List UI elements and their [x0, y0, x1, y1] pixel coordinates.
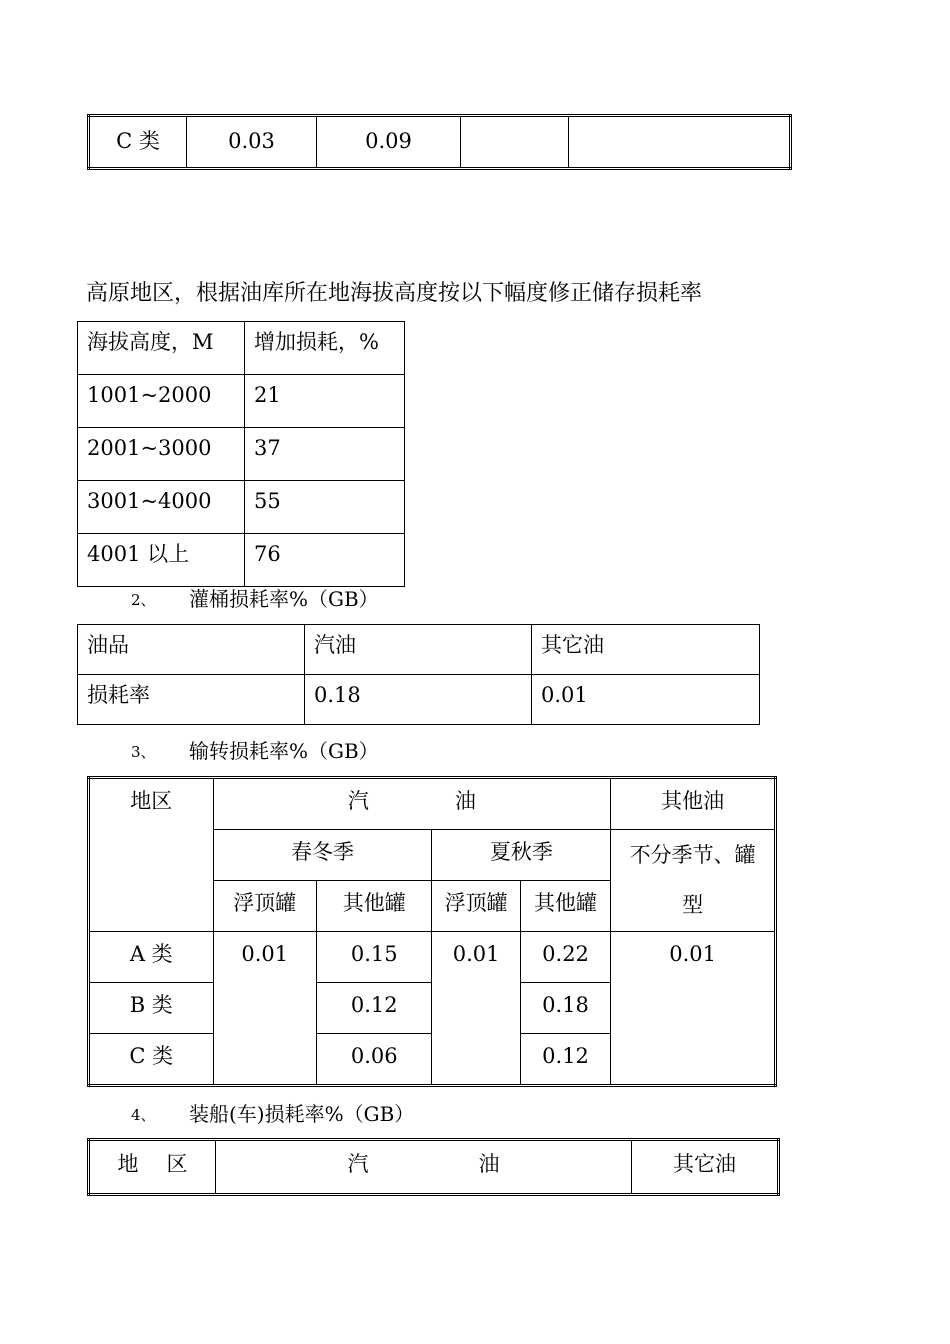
table-row — [78, 375, 405, 428]
gasoline-header-cell — [216, 1140, 632, 1195]
no-season-line-1: 不分季节、罐 — [629, 843, 756, 867]
table-cell: 0.01 — [213, 932, 316, 1086]
header-cell: 海拔高度，M — [78, 322, 245, 375]
ship-loading-loss-table — [87, 1138, 780, 1196]
no-season-line-2: 型 — [682, 893, 704, 917]
table-cell — [569, 116, 791, 169]
table-cell: 0.06 — [316, 1034, 432, 1086]
section-title: 装船(车)损耗率%（GB） — [189, 1102, 415, 1126]
row-label-cell: C 类 — [89, 1034, 214, 1086]
region-char-2: 区 — [166, 1152, 188, 1176]
table-row — [78, 428, 405, 481]
section-number: 4、 — [131, 1106, 156, 1124]
table-cell: 3001~4000 — [78, 481, 245, 534]
gasoline-char-2: 油 — [454, 789, 476, 813]
table-cell: 0.12 — [316, 983, 432, 1034]
table-cell: 37 — [245, 428, 405, 481]
row-label-cell: B 类 — [89, 983, 214, 1034]
table-cell: 4001 以上 — [78, 534, 245, 587]
gasoline-char-2: 油 — [478, 1152, 500, 1176]
spring-winter-header-cell: 春冬季 — [213, 830, 432, 881]
table-row — [78, 675, 760, 725]
table-cell: 0.18 — [520, 983, 610, 1034]
table-row — [89, 932, 776, 983]
plateau-paragraph: 高原地区，根据油库所在地海拔高度按以下幅度修正储存损耗率 — [86, 281, 703, 306]
summer-autumn-header-cell: 夏秋季 — [432, 830, 611, 881]
table-cell: 2001~3000 — [78, 428, 245, 481]
table-cell: 0.12 — [520, 1034, 610, 1086]
table-cell: 0.22 — [520, 932, 610, 983]
gasoline-char-1: 汽 — [347, 1152, 369, 1176]
other-tank-header-cell: 其他罐 — [520, 881, 610, 932]
loss-table-c-row — [87, 114, 792, 170]
table-cell: 0.03 — [187, 116, 317, 169]
table-header-row — [78, 625, 760, 675]
table-row — [78, 481, 405, 534]
table-header-row — [78, 322, 405, 375]
other-tank-header-cell: 其他罐 — [316, 881, 432, 932]
header-cell: 油品 — [78, 625, 305, 675]
table-cell: 21 — [245, 375, 405, 428]
header-cell: 增加损耗，% — [245, 322, 405, 375]
other-oil-header-cell: 其它油 — [632, 1140, 779, 1195]
header-cell: 其它油 — [532, 625, 760, 675]
section-number: 2、 — [131, 591, 156, 609]
table-cell: 1001~2000 — [78, 375, 245, 428]
table-header-row — [89, 778, 776, 830]
table-cell — [461, 116, 569, 169]
transfer-loss-table — [87, 776, 777, 1087]
region-header-cell: 地区 — [89, 778, 214, 932]
table-row — [78, 534, 405, 587]
no-season-header-cell — [611, 830, 776, 932]
table-cell: C 类 — [89, 116, 187, 169]
table-cell: 损耗率 — [78, 675, 305, 725]
table-cell: 0.01 — [532, 675, 760, 725]
altitude-table — [77, 321, 405, 587]
table-cell: 0.01 — [432, 932, 520, 1086]
row-label-cell: A 类 — [89, 932, 214, 983]
floating-roof-header-cell: 浮顶罐 — [432, 881, 520, 932]
header-cell: 汽油 — [305, 625, 532, 675]
table-cell: 0.01 — [611, 932, 776, 1086]
region-header-cell — [89, 1140, 216, 1195]
region-char-1: 地 — [117, 1152, 139, 1176]
barrel-loss-table — [77, 624, 760, 725]
floating-roof-header-cell: 浮顶罐 — [213, 881, 316, 932]
table-cell: 55 — [245, 481, 405, 534]
table-row — [89, 116, 791, 169]
table-cell: 0.18 — [305, 675, 532, 725]
section-number: 3、 — [131, 743, 156, 761]
table-header-row — [89, 1140, 779, 1195]
other-oil-header-cell: 其他油 — [611, 778, 776, 830]
section-title: 灌桶损耗率%（GB） — [189, 587, 379, 611]
table-cell: 76 — [245, 534, 405, 587]
table-cell: 0.09 — [317, 116, 461, 169]
section-title: 输转损耗率%（GB） — [189, 739, 379, 763]
table-cell: 0.15 — [316, 932, 432, 983]
gasoline-char-1: 汽 — [347, 789, 369, 813]
gasoline-header-cell — [213, 778, 611, 830]
